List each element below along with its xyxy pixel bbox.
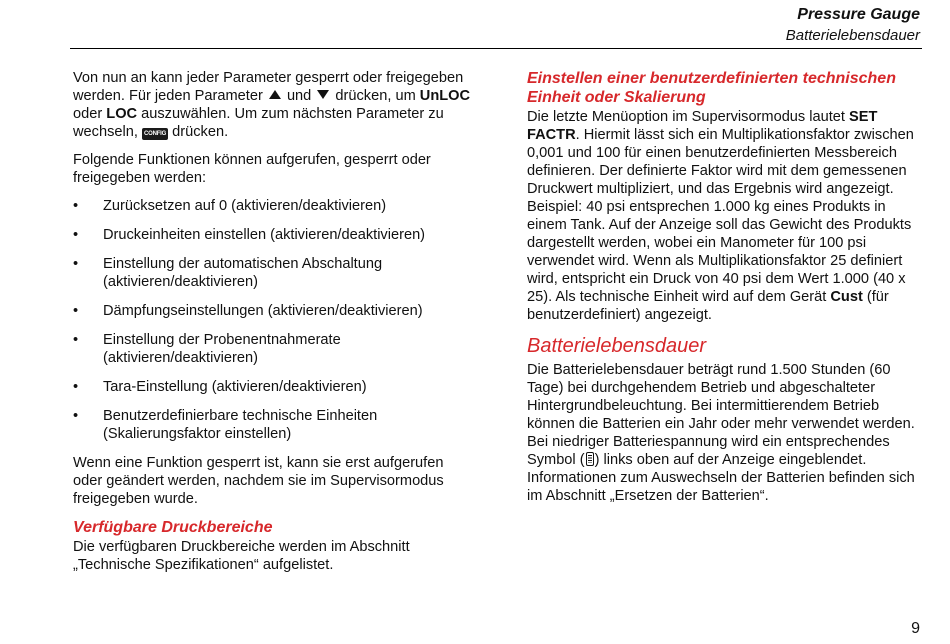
cust-label: Cust	[830, 289, 863, 305]
battery-text-1: Die Batterielebensdauer beträgt rund 1.500 Stunden (60 Tage) bei durchgehendem Betrieb und abgeschalteter Hintergrundbeleuchtung. Bei intermittierendem Betrieb können die Batterien ein Jahr oder mehr verwendet werden. Bei niedriger Batteriespannung wird ein entsprechendes Symbol (	[527, 362, 915, 468]
ranges-heading: Verfügbare Druckbereiche	[73, 519, 273, 536]
custom-p2-text-1: Beispiel: 40 psi entsprechen 1.000 kg eines Produkts in einem Tank. Auf der Anzeige soll das Gewicht des Produkts dargestellt werden, wobei ein Manometer für 100 psi verwendet wird. Wenn als Multiplikationsfaktor 25 definiert wird, entspricht ein Druck von 40 psi dem Wert 1.000 (40 x 25). Als technische Einheit wird auf dem Gerät	[527, 199, 912, 305]
battery-paragraph	[527, 361, 922, 505]
custom-p2-text-2: (für benutzerdefiniert) angezeigt.	[527, 289, 889, 323]
intro-text-2: und	[286, 88, 312, 104]
intro-paragraph	[73, 69, 473, 141]
page-number: 9	[911, 620, 920, 637]
config-key-icon: CONFIG	[142, 128, 168, 140]
functions-intro: Folgende Funktionen können aufgerufen, gesperrt oder freigegeben werden:	[73, 152, 431, 186]
list-item: • Benutzerdefinierbare technische Einheiten (Skalierungsfaktor einstellen)	[73, 407, 473, 443]
list-item: • Tara-Einstellung (aktivieren/deaktivieren)	[73, 378, 473, 396]
down-arrow-icon	[317, 90, 329, 99]
custom-p1-text-2: . Hiermit lässt sich ein Multiplikationsfaktor zwischen 0,001 und 100 für einen benutzerdefinierten Messbereich definieren. Der definierte Faktor wird mit dem gemessenen Druckwert multipliziert, und das Ergebnis wird angezeigt.	[527, 127, 914, 197]
locked-note: Wenn eine Funktion gesperrt ist, kann sie erst aufgerufen oder geändert werden, nachdem sie im Supervisormodus freigegeben wurde.	[73, 455, 444, 507]
intro-text-5: auszuwählen. Um zum nächsten Parameter zu wechseln,	[73, 106, 444, 140]
ranges-text: Die verfügbaren Druckbereiche werden im Abschnitt „Technische Spezifikationen“ aufgelistet.	[73, 539, 410, 573]
intro-loc: LOC	[106, 106, 138, 122]
function-list	[73, 197, 473, 443]
custom-unit-paragraph-1	[527, 108, 922, 198]
intro-text-4: oder	[73, 106, 103, 122]
header-title: Pressure Gauge	[797, 6, 920, 23]
list-item: • Zurücksetzen auf 0 (aktivieren/deaktivieren)	[73, 197, 473, 215]
custom-p1-text-1: Die letzte Menüoption im Supervisormodus lautet	[527, 109, 845, 125]
intro-unloc: UnLOC	[419, 88, 471, 104]
right-column	[527, 69, 922, 505]
list-item: • Einstellung der Probenentnahmerate (aktivieren/deaktivieren)	[73, 331, 473, 367]
custom-unit-paragraph-2	[527, 198, 922, 324]
list-item: • Einstellung der automatischen Abschaltung (aktivieren/deaktivieren)	[73, 255, 473, 291]
battery-text-2: ) links oben auf der Anzeige eingeblendet. Informationen zum Auswechseln der Batterien befinden sich im Abschnitt „Ersetzen der Batterien“.	[527, 452, 915, 504]
battery-icon	[586, 452, 594, 466]
header-rule	[70, 48, 922, 49]
set-factr-label: SET FACTR	[527, 109, 878, 143]
up-arrow-icon	[269, 90, 281, 99]
list-item: • Druckeinheiten einstellen (aktivieren/deaktivieren)	[73, 226, 473, 244]
custom-unit-heading: Einstellen einer benutzerdefinierten technischen Einheit oder Skalierung	[527, 70, 896, 106]
intro-text-6: drücken.	[172, 124, 229, 140]
intro-text-3: drücken, um	[335, 88, 416, 104]
header-subtitle: Batterielebensdauer	[785, 27, 920, 44]
battery-heading: Batterielebensdauer	[527, 335, 707, 357]
intro-text-1: Von nun an kann jeder Parameter gesperrt oder freigegeben werden. Für jeden Parameter	[73, 70, 464, 104]
left-column	[73, 69, 473, 574]
list-item: • Dämpfungseinstellungen (aktivieren/deaktivieren)	[73, 302, 473, 320]
